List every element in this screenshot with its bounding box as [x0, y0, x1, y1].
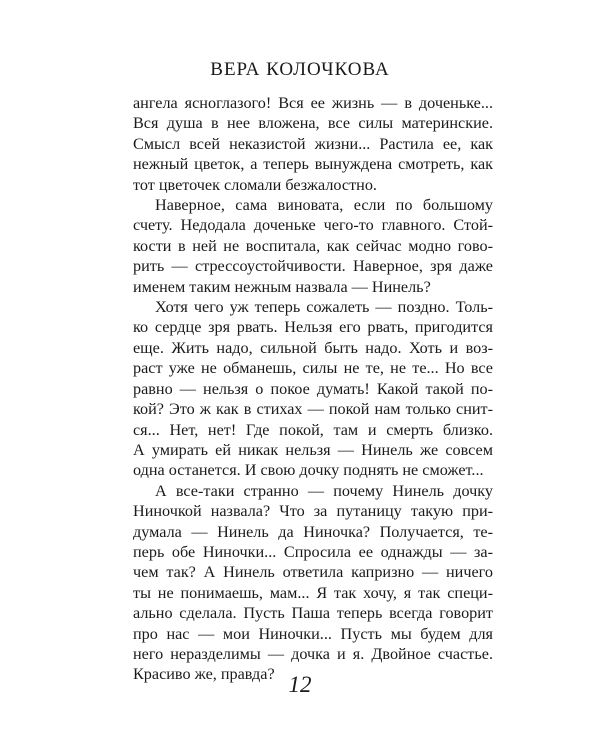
- page-number: 12: [288, 672, 312, 697]
- text-line: одна останется. И свою дочку поднять не сможет...: [133, 461, 484, 480]
- text-line: А умирать ей никак нельзя — Нинель же совсем: [133, 440, 493, 459]
- text-line: Смысл всей неказистой жизни... Растила ее, как: [133, 134, 493, 153]
- text-line: Вся душа в нее вложена, все силы материнские.: [133, 114, 493, 133]
- text-line: рить — стрессоустойчивости. Наверное, зря даже: [133, 257, 493, 276]
- text-line: него неразделимы — дочка и я. Двойное счастье.: [133, 644, 493, 663]
- text-line: именем таким нежным назвала — Нинель?: [133, 277, 431, 296]
- text-line: ты не понимаешь, мам... Я так хочу, я так специ-: [133, 583, 493, 602]
- text-line: А все-таки странно — почему Нинель дочку: [155, 481, 493, 500]
- text-line: ко сердце зря рвать. Нельзя его рвать, пригодится: [133, 318, 493, 337]
- text-line: равно — нельзя о покое думать! Какой такой по-: [133, 379, 493, 398]
- text-line: Наверное, сама виновата, если по большому: [155, 196, 493, 215]
- text-line: Хотя чего уж теперь сожалеть — поздно. Толь-: [155, 298, 493, 317]
- text-line: тот цветочек сломали безжалостно.: [133, 175, 377, 194]
- body-text: [133, 93, 493, 685]
- text-line: кой? Это ж как в стихах — покой нам только снит-: [133, 400, 493, 419]
- text-line: раст уже не обманешь, силы не те, не те... Но все: [133, 359, 493, 378]
- text-line: перь обе Ниночки... Спросила ее однажды — за-: [133, 542, 493, 561]
- text-line: Красиво же, правда?: [133, 665, 275, 684]
- text-line: еще. Жить надо, сильной быть надо. Хоть и воз-: [133, 338, 493, 357]
- text-line: чем так? А Нинель ответила капризно — ничего: [133, 563, 493, 582]
- text-line: ся... Нет, нет! Где покой, там и смерть близко.: [133, 420, 493, 439]
- text-line: ангела ясноглазого! Вся ее жизнь — в доченьке...: [133, 94, 493, 112]
- text-line: счету. Недодала доченьке чего-то главного. Стой-: [133, 216, 493, 235]
- text-line: Ниночкой назвала? Что за путаницу такую при-: [133, 502, 493, 521]
- text-line: ально сделала. Пусть Паша теперь всегда говорит: [133, 604, 493, 623]
- text-line: думала — Нинель да Ниночка? Получается, те-: [133, 522, 493, 541]
- running-head-author: ВЕРА КОЛОЧКОВА: [210, 59, 390, 80]
- text-line: про нас — мои Ниночки... Пусть мы будем для: [133, 624, 493, 643]
- text-line: нежный цветок, а теперь вынуждена смотреть, как: [133, 155, 493, 174]
- text-line: кости в ней не воспитала, как сейчас модно гово-: [133, 236, 493, 255]
